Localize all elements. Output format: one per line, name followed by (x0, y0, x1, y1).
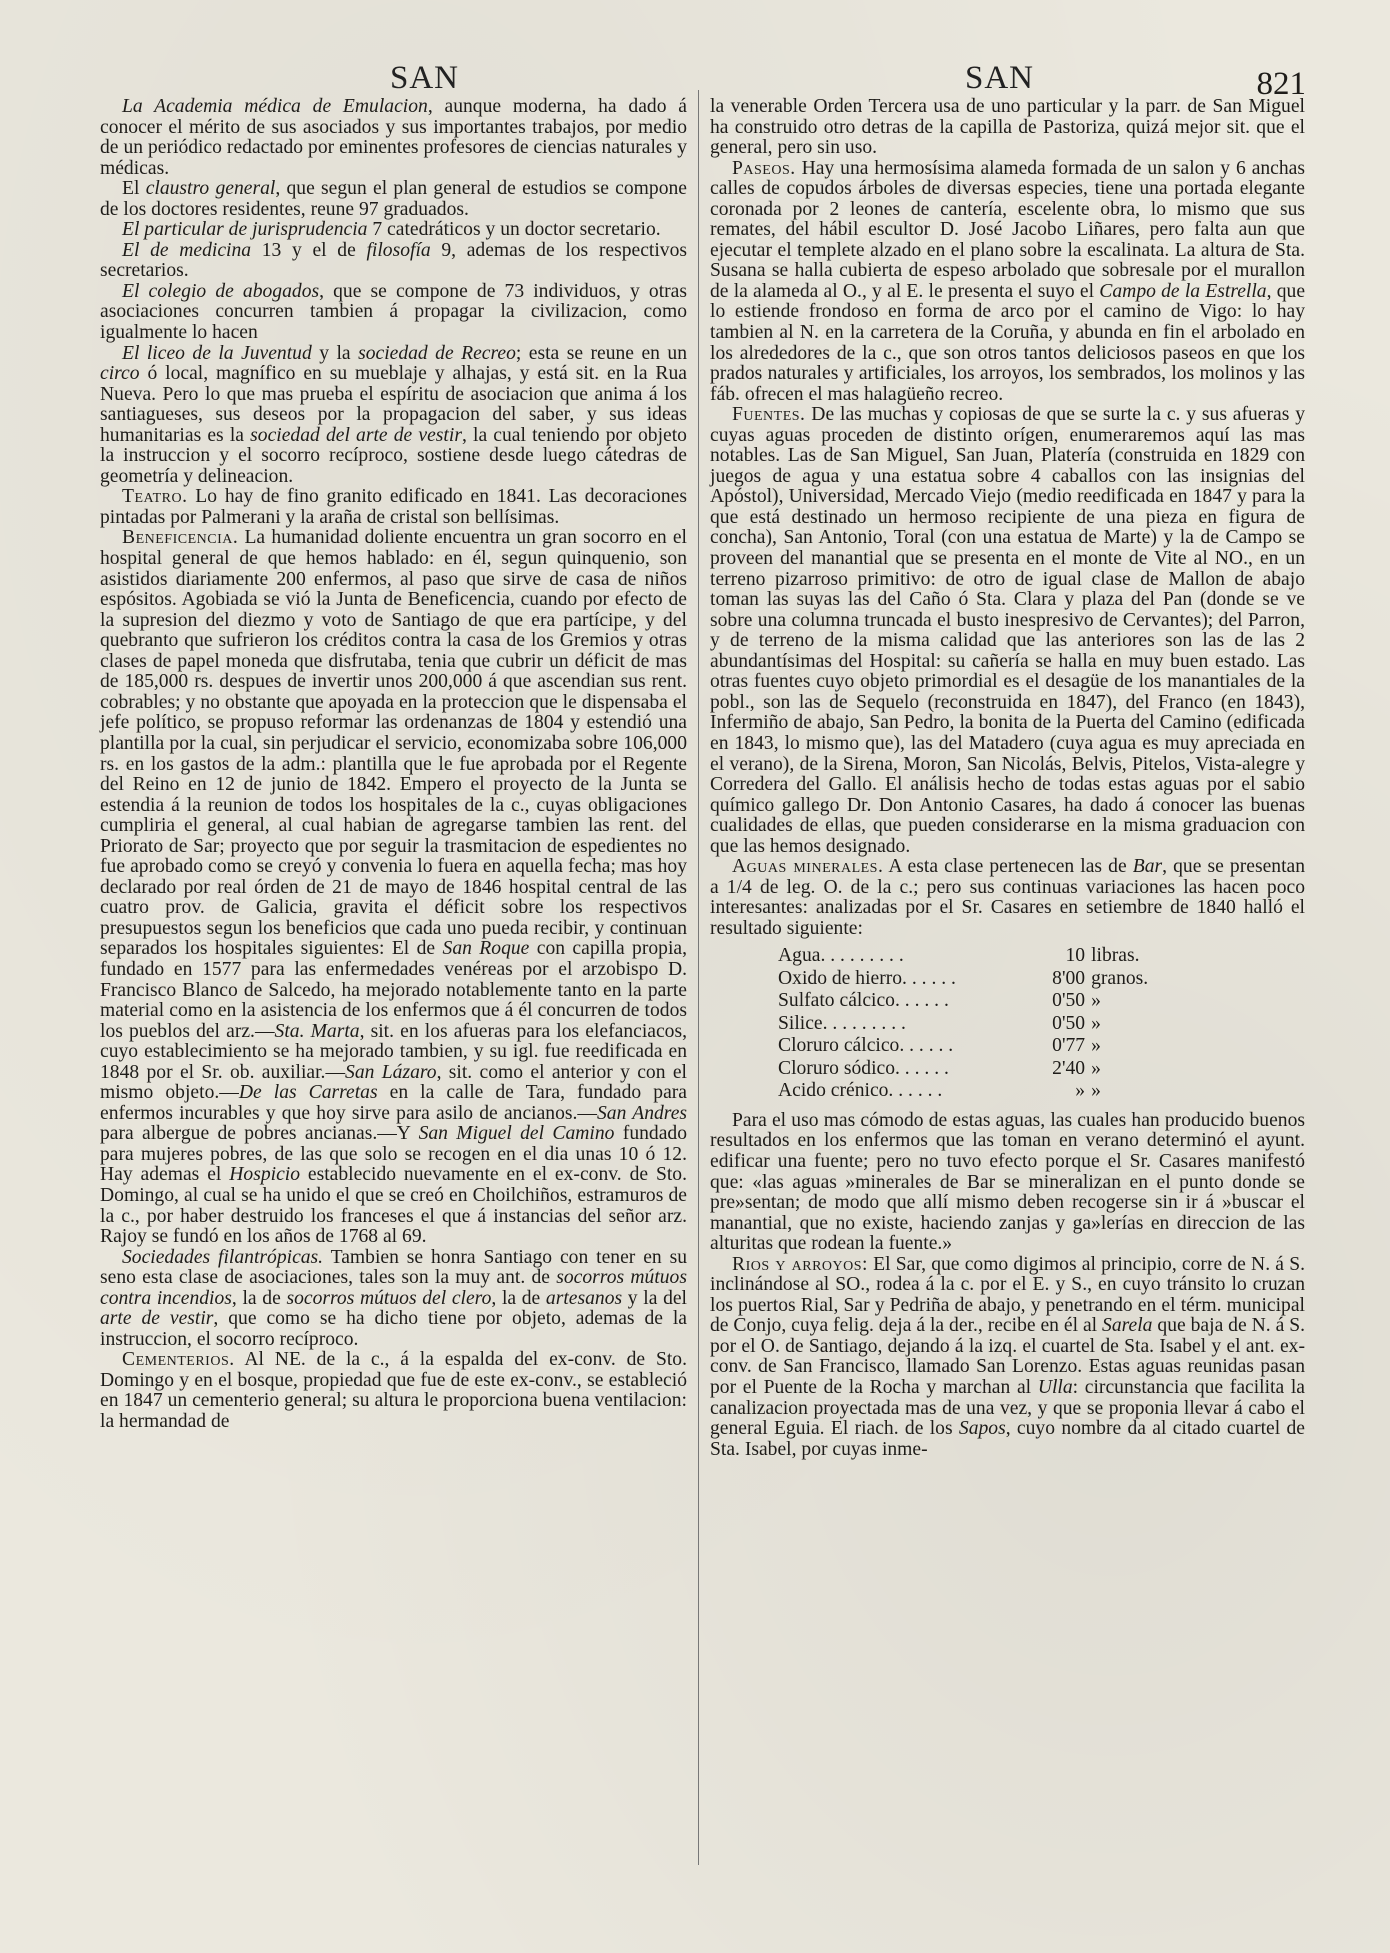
mineral-value: 10 (1065, 945, 1086, 967)
table-row (778, 990, 1168, 1013)
text-run: , sit. como el anterior y con el mismo objeto.— (100, 1061, 687, 1104)
italic-run: El de medicina (122, 239, 252, 261)
paragraph (710, 405, 1305, 857)
italic-run: Hospicio (229, 1164, 300, 1186)
paragraph (100, 179, 687, 220)
italic-run: Sarela (1102, 1315, 1153, 1337)
section-heading: Beneficencia. (122, 527, 239, 549)
mineral-value: 8'00 (1052, 967, 1086, 989)
right-column (710, 97, 1305, 1460)
text-run: la venerable Orden Tercera usa de uno particular y la parr. de San Miguel ha construido otro detras de la capilla de Pastoriza, quizá mejor sit. que el general, pero sin uso. (710, 96, 1305, 159)
text-run: , que se presentan a 1/4 de leg. O. de la c.; pero sus continuas variaciones las hacen poco interesantes: analizadas por el Sr. Casares en setiembre de 1840 halló el resultado siguiente: (710, 856, 1306, 939)
text-run: Tambien se honra Santiago con tener en su seno esta clase de asociaciones, tales son la muy ant. de (100, 1246, 687, 1289)
table-row (778, 1080, 1168, 1103)
text-run: Lo hay de fino granito edificado en 1841. Las decoraciones pintadas por Palmerani y la araña de cristal son bellísimas. (100, 486, 687, 528)
paragraph (710, 1111, 1305, 1255)
paragraph (100, 282, 687, 344)
paragraph (100, 344, 687, 488)
section-heading: Paseos. (732, 157, 796, 179)
italic-run: Sociedades filantrópicas. (122, 1246, 324, 1268)
paragraph (710, 857, 1305, 939)
italic-run: El liceo de la Juventud (122, 342, 312, 364)
section-heading: Cementerios. (122, 1349, 235, 1371)
italic-run: socorros mútuos contra incendios (100, 1267, 687, 1309)
text-run: , que segun el plan general de estudios se compone de los doctores residentes, reune 97 graduados. (100, 178, 687, 220)
paragraph (100, 97, 687, 179)
italic-run: La Academia médica de Emulacion (122, 96, 428, 117)
mineral-analysis-table (778, 945, 1168, 1103)
paragraph (710, 97, 1305, 159)
paragraph (100, 241, 687, 282)
page-number: 821 (1256, 66, 1306, 102)
italic-run: Campo de la Estrella (1099, 280, 1267, 302)
mineral-value: 0'77 (1052, 1035, 1086, 1057)
text-run: y la (311, 342, 359, 364)
italic-run: socorros mútuos del clero (286, 1287, 492, 1309)
italic-run: El particular de jurisprudencia (122, 219, 368, 241)
mineral-unit: » (1091, 1057, 1101, 1079)
mineral-value: 0'50 (1052, 990, 1086, 1012)
mineral-name: Oxido de hierro. . . . . . (778, 967, 956, 989)
italic-run: artesanos (545, 1287, 623, 1309)
mineral-name: Cloruro sódico. . . . . . (778, 1057, 949, 1079)
text-run: De las muchas y copiosas de que se surte la c. y sus afueras y cuyas aguas proceden de distinto orígen, enumeraremos aquí las mas notables. Las de San Miguel, San Juan, Platería (construida en 1829 con juegos de agua y una estatua sobre 4 caballos con las insignias del Apóstol), Universidad, Mercado Viejo (medio reedificada en 1847 y para la que está destinado un hermoso recipiente de una pieza en figura de concha), San Antonio, Toral (con una estatua de Marte) y la de Campo se proveen del manantial que se presenta en el monte de Vite al NO., en un terreno pizarroso primitivo: de otro de igual clase de Mallon de abajo toman las suyas las del Caño ó Sta. Clara y plaza del Pan (donde se ve sobre una columna truncada el busto inespresivo de Cervantes); del Parron, y de terreno de la misma calidad que las anteriores son las de las 2 abundantísimas del Hospital: su cañería se halla en muy buen estado. Las otras fuentes cuyo objeto primordial es el desagüe de los manantiales de la pobl., son las de Sequelo (reconstruida en 1847), del Franco (en 1843), Infermiño de abajo, San Pedro, la bonita de la Puerta del Camino (edificada en 1843, lo mismo que), las del Matadero (cuya agua es muy apreciada en el verano), de la Sirena, Moron, San Nicolás, Belvis, Pitelos, Vista-alegre y Corredera del Gallo. El análisis hecho de todas estas aguas por el sabio químico gallego Dr. Don Antonio Casares, ha dado á conocer las buenas cualidades de ellas, que pueden considerarse en la misma graduacion con que las hemos designado. (710, 404, 1305, 857)
italic-run: circo (100, 363, 140, 385)
left-column (100, 97, 687, 1433)
column-divider (698, 90, 699, 1865)
italic-run: Sta. Marta (274, 1020, 360, 1042)
table-row (778, 1035, 1168, 1058)
text-run: en la calle de Tara, fundado para enfermos incurables y que hoy sirve para asilo de ancianos.— (100, 1082, 687, 1124)
text-run: , la de (491, 1287, 546, 1309)
text-run: ó local, magnífico en su mueblaje y alhajas, y está sit. en la Rua Nueva. Pero lo que mas prueba el espíritu de asociacion que anima á los santiagueses, sus deseos por la propagacion del saber, y sus ideas humanitarias es la (100, 363, 687, 446)
table-row (778, 1058, 1168, 1081)
text-run: La humanidad doliente encuentra un gran socorro en el hospital general de que hemos hablado: en él, segun quinquenio, son asistidos diariamente 200 enfermos, al paso que sirve de casa de niños espósitos. Agobiada se vió la Junta de Beneficencia, cuando por efecto de la supresion del diezmo y voto de Santiago de que era partícipe, y del quebranto que sufrieron los créditos contra la casa de los Gremios y otras clases de papel moneda que disfrutaba, tenia que cubrir un déficit de mas de 185,000 rs. despues de invertir unos 200,000 á que ascendian sus rent. cobrables; y no obstante que apoyada en la proteccion que le dispensaba el jefe político, se propuso reformar las ordenanzas de 1804 y estendió una plantilla por la cual, sin perjudicar el servicio, economizaba sobre 106,000 rs. en los gastos de la adm.: plantilla que le fue aprobada por el Regente del Reino en 12 de junio de 1842. Empero el proyecto de la Junta se estendia á la reunion de todos los hospitales de la c., cuyas obligaciones cumpliria el general, al cual habian de agregarse tambien las rent. del Priorato de Sar; proyecto que por seguir la trasmitacion de espedientes no fue aprobado como se creyó y convenia lo fuera en aquella fecha; mas hoy declarado por real órden de 21 de mayo de 1846 hospital central de las cuatro prov. de Galicia, gravita el déficit sobre los respectivos presupuestos segun los beneficios que cada uno pueda recibir, y continuan separados los hospitales siguientes: El de (100, 527, 687, 960)
paragraph (710, 1255, 1305, 1460)
italic-run: San Miguel del Camino (418, 1123, 615, 1145)
mineral-unit: » (1091, 1012, 1101, 1034)
italic-run: filosofía (366, 239, 431, 261)
italic-run: El colegio de abogados (122, 280, 320, 302)
text-run: , la cual teniendo por objeto la instruccion y el socorro recíproco, sostiene desde luego cátedras de geometría y delineacion. (100, 424, 687, 487)
text-run: Para el uso mas cómodo de estas aguas, las cuales han producido buenos resultados en los enfermos que las toman en verano determinó el ayunt. edificar una fuente; pero no tuvo efecto porque el Sr. Casares manifestó que: «las aguas »minerales de Bar se mineralizan en el punto donde se pre»sentan; de modo que allí mismo deben recogerse sin ir á »buscar el manantial, que no existe, haciendo zanjas y ga»lerías en direccion de las alturitas que rodean la fuente.» (710, 1109, 1305, 1255)
section-heading: Teatro. (122, 486, 188, 508)
mineral-value: 0'50 (1052, 1012, 1086, 1034)
paragraph (100, 1248, 687, 1351)
running-head-right: SAN (965, 60, 1035, 96)
text-run: , que lo estiende frondoso en forma de arco por el camino de Vigo: lo hay tambien al N. en la carretera de la Coruña, y abunda en fin el arbolado en los alrededores de la c., que son otros tantos deliciosos paseos en que los prados naturales y artificiales, los arroyos, los sembrados, los molinos y las fáb. ofrecen el mas halagüeño recreo. (710, 280, 1306, 405)
right-column-text-bottom (710, 1111, 1305, 1460)
section-heading: Rios y arroyos: (732, 1253, 868, 1275)
text-run: que baja de N. á S. por el O. de Santiago, dejando á la izq. el cuartel de Sta. Isabel y el ant. ex-conv. de San Francisco, llamado San Lorenzo. Estas aguas reunidas pasan por el Puente de la Rocha y marchan al (710, 1315, 1306, 1399)
mineral-unit: » (1091, 1035, 1101, 1057)
paragraph (100, 220, 687, 241)
text-run: , la de (231, 1287, 287, 1309)
mineral-name: Acido crénico. . . . . . (778, 1080, 943, 1102)
text-run: A esta clase pertenecen las de (883, 856, 1133, 878)
right-column-text-top (710, 97, 1305, 939)
mineral-unit: granos. (1091, 967, 1149, 989)
text-run: , sit. en los afueras para los elefanciacos, cuyo establecimiento se ha mejorado tambien, y su igl. fue reedificada en 1848 por el Sr. ob. auxiliar.— (100, 1020, 687, 1083)
text-run: , que se compone de 73 individuos, y otras asociaciones concurren tambien á propagar la civilizacion, como igualmente lo hacen (100, 280, 687, 344)
mineral-value: 2'40 (1052, 1057, 1086, 1079)
text-run: ; esta se reune en un (515, 342, 687, 364)
italic-run: sociedad del arte de vestir (250, 424, 462, 446)
section-heading: Aguas minerales. (732, 856, 884, 878)
text-run: , aunque moderna, ha dado á conocer el mérito de sus asociados y sus importantes trabajos, por medio de un periódico redactado por eminentes profesores de ciencias naturales y médicas. (100, 96, 687, 179)
italic-run: San Roque (442, 938, 530, 960)
mineral-unit: » (1091, 990, 1101, 1012)
table-row (778, 945, 1168, 968)
italic-run: Bar (1132, 856, 1163, 878)
mineral-unit: libras. (1091, 945, 1140, 967)
italic-run: De las Carretas (238, 1082, 378, 1104)
text-run: , cuyo nombre da al citado cuartel de Sta. Isabel, por cuyas inme- (710, 1418, 1305, 1460)
paragraph (710, 159, 1305, 406)
text-run: y la del (622, 1287, 688, 1309)
paragraph (100, 528, 687, 1247)
mineral-name: Silice. . . . . . . . . (778, 1012, 906, 1034)
text-run: Hay una hermosísima alameda formada de un salon y 6 anchas calles de copudos árboles de diversas especies, tiene una portada elegante coronada por 2 leones de cantería, escelente obra, lo mismo que sus remates, del hábil escultor D. José Jacobo Liñares, pero falta aun que ejecutar el templete alzado en el plano sobre la escalinata. La altura de Sta. Susana se halla cubierta de espeso arbolado que sobresale por el murallon de la alameda al O., y al E. le presenta el suyo el (710, 157, 1305, 302)
text-run: , que como se ha dicho tiene por objeto, ademas de la instruccion, el socorro recíproco. (100, 1308, 687, 1350)
italic-run: Ulla (1037, 1377, 1073, 1399)
text-run: : circunstancia que facilita la canalizacion proyectada mas de una vez, y que se proponia llevar á cabo el general Eguia. El riach. de los (710, 1377, 1306, 1440)
section-heading: Fuentes. (732, 404, 806, 426)
mineral-name: Cloruro cálcico. . . . . . (778, 1035, 954, 1057)
table-row (778, 968, 1168, 991)
mineral-name: Agua. . . . . . . . . (778, 945, 904, 967)
text-run: 7 catedráticos y un doctor secretario. (367, 219, 661, 241)
italic-run: arte de vestir (100, 1308, 214, 1330)
text-run: fundado para mujeres pobres, de las que solo se recogen en el dia unas 10 ó 12. Hay ademas el (100, 1123, 688, 1186)
text-run: con capilla propia, fundado en 1577 para las enfermedades venéreas por el arzobispo D. Francisco Blanco de Salcedo, ha mejorado notablemente tanto en la parte material como en la asistencia de los enfermos que á él concurren de todos los pueblos del arz.— (100, 938, 687, 1042)
mineral-value: » (1075, 1080, 1086, 1102)
text-run: establecido nuevamente en el ex-conv. de Sto. Domingo, al cual se ha unido el que se creó en Choilchiños, estramuros de la c., por haber destruido los franceses el que á instancias del señor arz. Rajoy se fundó en los años de 1768 al 69. (100, 1164, 687, 1248)
italic-run: Sapos (958, 1418, 1006, 1440)
text-run: 9, ademas de los respectivos secretarios. (100, 239, 687, 282)
text-run: El (122, 178, 146, 200)
text-run: Al NE. de la c., á la espalda del ex-conv. de Sto. Domingo y en el bosque, propiedad que fue de este ex-conv., se estableció en 1847 un cementerio general; su altura le proporciona buena ventilacion: la hermandad de (100, 1349, 687, 1432)
italic-run: sociedad de Recreo (358, 342, 516, 364)
mineral-name: Sulfato cálcico. . . . . . (778, 990, 949, 1012)
paragraph (100, 1350, 687, 1432)
mineral-unit: » (1091, 1080, 1101, 1102)
text-run: 13 y el de (251, 239, 367, 261)
text-run: El Sar, que como digimos al principio, corre de N. á S. inclinándose al SO., rodea á la c. por el E. y S., en cuyo tránsito lo cruzan los puertos Rial, Sar y Pedriña de abajo, y penetrando en el térm. municipal de Conjo, cuya felig. deja á la der., recibe en él al (710, 1253, 1305, 1337)
italic-run: San Lázaro (345, 1061, 437, 1083)
text-run: para albergue de pobres ancianas.—Y (100, 1123, 419, 1145)
italic-run: San Andres (597, 1102, 688, 1124)
running-head-left: SAN (390, 60, 460, 96)
italic-run: claustro general (145, 178, 276, 200)
paragraph (100, 487, 687, 528)
table-row (778, 1013, 1168, 1036)
